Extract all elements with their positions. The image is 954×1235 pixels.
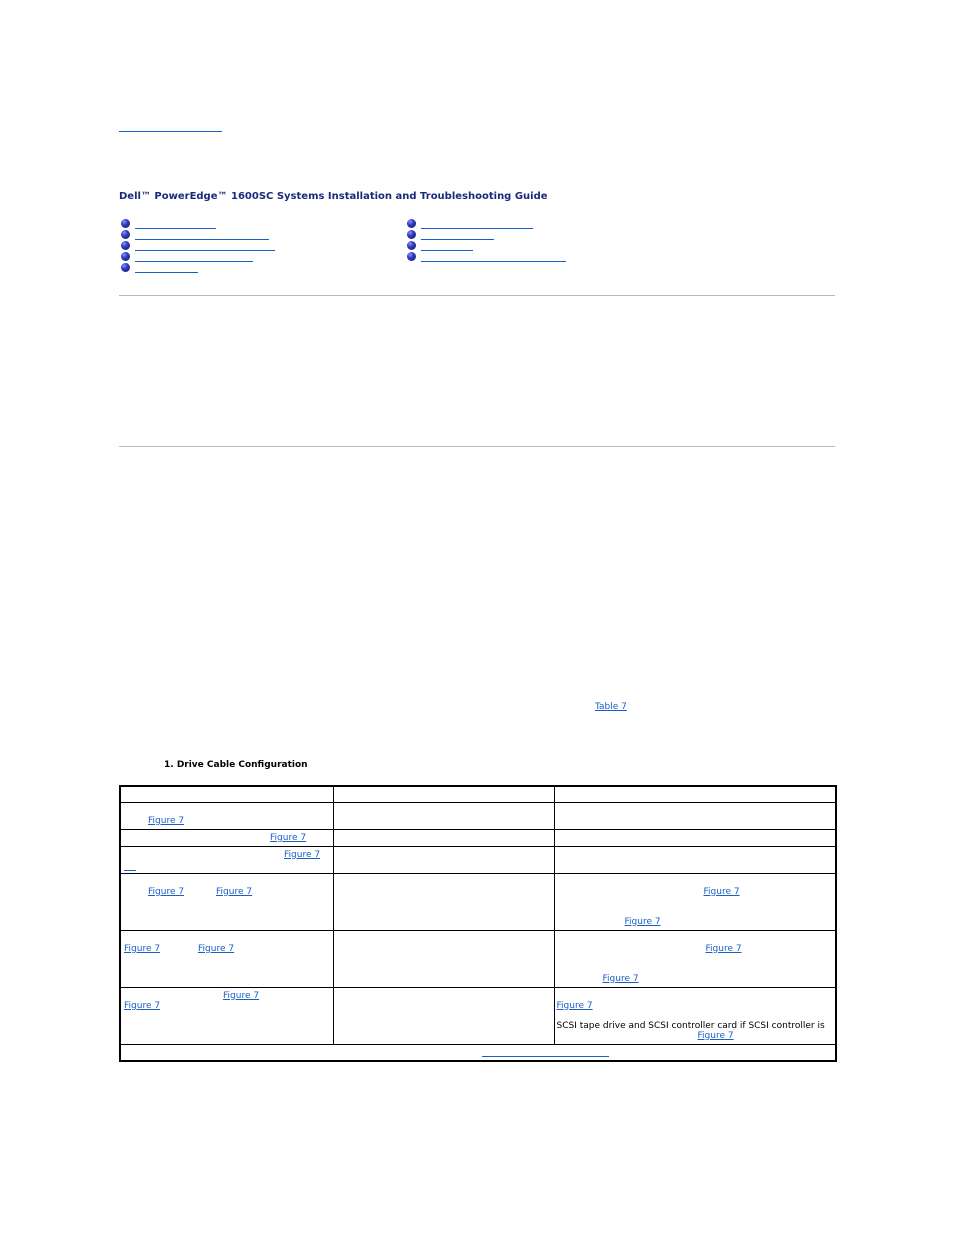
bullet-icon bbox=[121, 252, 130, 261]
toc-link[interactable] bbox=[421, 250, 473, 251]
drive-cable-configuration-table bbox=[119, 785, 837, 1062]
table-header-cell bbox=[120, 786, 333, 802]
table-row bbox=[120, 846, 836, 873]
page-title: Dell™ PowerEdge™ 1600SC Systems Installation and Troubleshooting Guide bbox=[119, 191, 548, 202]
footnote-link[interactable] bbox=[482, 1056, 609, 1057]
table-footer-row bbox=[120, 1044, 836, 1061]
bullet-icon bbox=[407, 252, 416, 261]
table-cell bbox=[120, 802, 333, 829]
bullet-icon bbox=[121, 263, 130, 272]
figure-link[interactable]: Figure 7 bbox=[216, 886, 253, 897]
table-row bbox=[120, 987, 836, 1044]
cell-note-text: SCSI tape drive and SCSI controller card if SCSI controller is bbox=[556, 1020, 825, 1031]
toc-link[interactable] bbox=[135, 228, 216, 229]
table-row bbox=[120, 873, 836, 930]
section-divider bbox=[119, 446, 835, 447]
table-header-cell bbox=[554, 786, 836, 802]
table-cell bbox=[554, 987, 836, 1044]
section-divider bbox=[119, 295, 835, 296]
figure-link[interactable]: Figure 7 bbox=[602, 973, 639, 984]
figure-link[interactable]: Figure 7 bbox=[697, 1030, 734, 1041]
table-cell bbox=[333, 930, 554, 987]
toc-link[interactable] bbox=[421, 228, 533, 229]
figure-link[interactable]: Figure 7 bbox=[556, 1000, 593, 1011]
toc-link[interactable] bbox=[421, 239, 494, 240]
bullet-icon bbox=[121, 219, 130, 228]
table-cell bbox=[554, 930, 836, 987]
table-cell bbox=[120, 930, 333, 987]
figure-link[interactable]: Figure 7 bbox=[198, 943, 235, 954]
table-footer-cell bbox=[120, 1044, 836, 1061]
bullet-icon bbox=[121, 241, 130, 250]
table-header-row bbox=[120, 786, 836, 802]
table-cell bbox=[333, 846, 554, 873]
table-row bbox=[120, 930, 836, 987]
table-reference-link[interactable]: Table 7 bbox=[595, 702, 627, 712]
figure-link[interactable]: Figure 7 bbox=[223, 990, 260, 1001]
figure-link[interactable]: Figure 7 bbox=[124, 943, 161, 954]
table-cell bbox=[333, 873, 554, 930]
figure-link[interactable]: Figure 7 bbox=[148, 815, 185, 826]
figure-link[interactable]: Figure 7 bbox=[624, 916, 661, 927]
table-cell bbox=[333, 829, 554, 846]
table-cell bbox=[120, 873, 333, 930]
bullet-icon bbox=[121, 230, 130, 239]
figure-link[interactable]: Figure 7 bbox=[284, 849, 321, 860]
table-row bbox=[120, 802, 836, 829]
toc-link[interactable] bbox=[135, 261, 253, 262]
back-to-contents-link[interactable] bbox=[119, 131, 222, 132]
figure-link[interactable]: Figure 7 bbox=[270, 832, 307, 843]
figure-link[interactable]: Figure 7 bbox=[705, 943, 742, 954]
toc-link[interactable] bbox=[135, 250, 275, 251]
toc-link[interactable] bbox=[135, 239, 269, 240]
table-cell bbox=[333, 987, 554, 1044]
table-cell bbox=[554, 802, 836, 829]
table-cell bbox=[554, 846, 836, 873]
figure-link[interactable]: Figure 7 bbox=[124, 1000, 161, 1011]
table-cell bbox=[120, 987, 333, 1044]
figure-link[interactable]: Figure 7 bbox=[703, 886, 740, 897]
table-cell bbox=[120, 846, 333, 873]
figure-link[interactable]: Figure 7 bbox=[148, 886, 185, 897]
toc-link[interactable] bbox=[135, 272, 198, 273]
table-caption: 1. Drive Cable Configuration bbox=[164, 760, 308, 770]
table-row bbox=[120, 829, 836, 846]
table-cell bbox=[554, 873, 836, 930]
table-header-cell bbox=[333, 786, 554, 802]
toc-link[interactable] bbox=[421, 261, 566, 262]
bullet-icon bbox=[407, 241, 416, 250]
bullet-icon bbox=[407, 230, 416, 239]
table-cell bbox=[333, 802, 554, 829]
bullet-icon bbox=[407, 219, 416, 228]
table-cell bbox=[120, 829, 333, 846]
figure-link-continuation[interactable] bbox=[124, 870, 136, 871]
table-cell bbox=[554, 829, 836, 846]
